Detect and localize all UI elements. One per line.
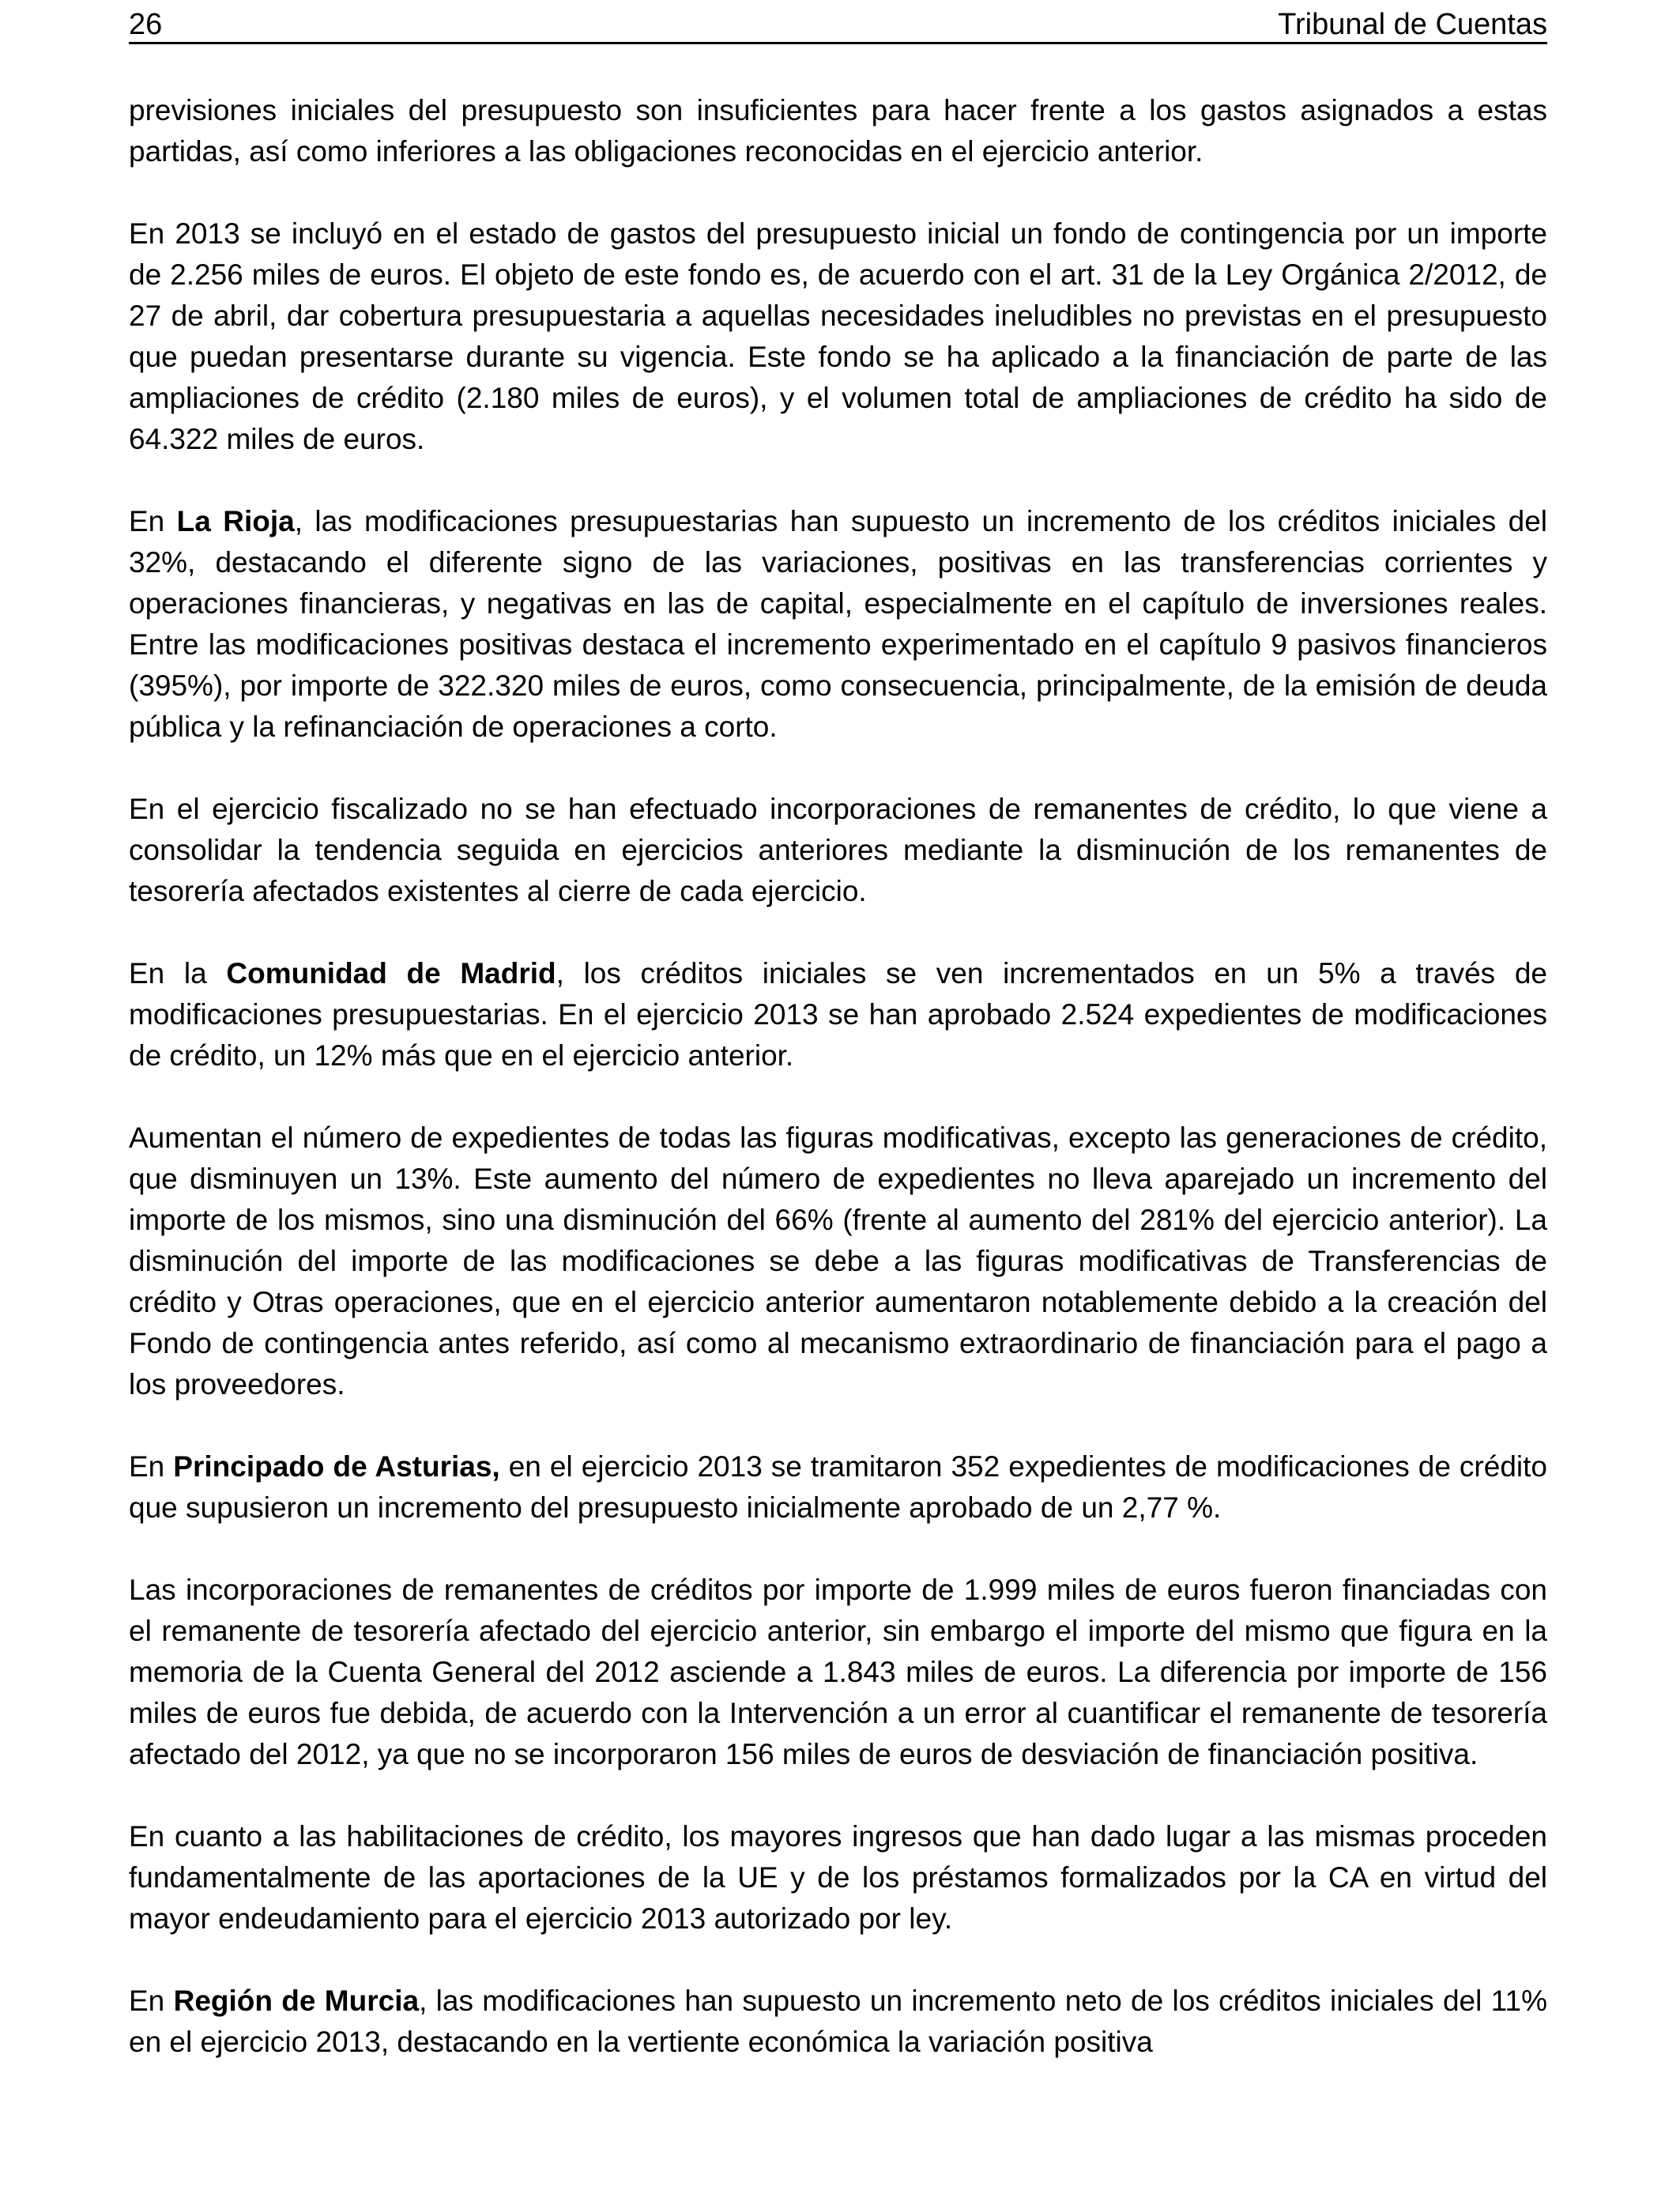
running-title: Tribunal de Cuentas <box>1278 8 1547 41</box>
paragraph: En el ejercicio fiscalizado no se han efectuado incorporaciones de remanentes de crédito, lo que viene a consolidar la tendencia seguida en ejercicios anteriores mediante la disminución de los remanentes de tesorería afectados existentes al cierre de cada ejercicio. <box>129 793 1547 907</box>
paragraph: previsiones iniciales del presupuesto son insuficientes para hacer frente a los gastos asignados a estas partidas, así como inferiores a las obligaciones reconocidas en el ejercicio anterior. <box>129 94 1547 168</box>
paragraph <box>129 953 1547 1076</box>
paragraph: Las incorporaciones de remanentes de créditos por importe de 1.999 miles de euros fueron financiadas con el remanente de tesorería afectado del ejercicio anterior, sin embargo el importe del mismo que figura en la memoria de la Cuenta General del 2012 asciende a 1.843 miles de euros. La diferencia por importe de 156 miles de euros fue debida, de acuerdo con la Intervención a un error al cuantificar el remanente de tesorería afectado del 2012, ya que no se incorporaron 156 miles de euros de desviación de financiación positiva. <box>129 1574 1547 1770</box>
region-name: Región de Murcia <box>173 1985 420 2017</box>
paragraph <box>129 501 1547 748</box>
paragraph-lead: En <box>129 1985 174 2017</box>
paragraph-body: en el ejercicio 2013 se tramitaron 352 expedientes de modificaciones de crédito que supusieron un incremento del presupuesto inicialmente aprobado de un 2,77 %. <box>129 1450 1547 1524</box>
page-header <box>129 5 1547 44</box>
region-name: La Rioja <box>176 505 295 537</box>
paragraph-body: , las modificaciones presupuestarias han supuesto un incremento de los créditos iniciales del 32%, destacando el diferente signo de las variaciones, positivas en las transferencias corrientes y operaciones financieras, y negativas en las de capital, especialmente en el capítulo de inversiones reales. Entre las modificaciones positivas destaca el incremento experimentado en el capítulo 9 pasivos financieros (395%), por importe de 322.320 miles de euros, como consecuencia, principalmente, de la emisión de deuda pública y la refinanciación de operaciones a corto. <box>129 505 1547 743</box>
document-body <box>129 90 1547 2063</box>
page-number: 26 <box>129 8 163 41</box>
paragraph-lead: En la <box>129 957 227 990</box>
paragraph: En cuanto a las habilitaciones de crédito, los mayores ingresos que han dado lugar a las mismas proceden fundamentalmente de las aportaciones de la UE y de los préstamos formalizados por la CA en virtud del mayor endeudamiento para el ejercicio 2013 autorizado por ley. <box>129 1820 1547 1935</box>
paragraph-body: , los créditos iniciales se ven incrementados en un 5% a través de modificaciones presupuestarias. En el ejercicio 2013 se han aprobado 2.524 expedientes de modificaciones de crédito, un 12% más que en el ejercicio anterior. <box>129 957 1547 1072</box>
paragraph: En 2013 se incluyó en el estado de gastos del presupuesto inicial un fondo de contingencia por un importe de 2.256 miles de euros. El objeto de este fondo es, de acuerdo con el art. 31 de la Ley Orgánica 2/2012, de 27 de abril, dar cobertura presupuestaria a aquellas necesidades ineludibles no previstas en el presupuesto que puedan presentarse durante su vigencia. Este fondo se ha aplicado a la financiación de parte de las ampliaciones de crédito (2.180 miles de euros), y el volumen total de ampliaciones de crédito ha sido de 64.322 miles de euros. <box>129 217 1547 455</box>
paragraph <box>129 1981 1547 2063</box>
paragraph-lead: En <box>129 505 177 537</box>
paragraph-body: , las modificaciones han supuesto un incremento neto de los créditos iniciales del 11% en el ejercicio 2013, destacando en la vertiente económica la variación positiva <box>129 1985 1547 2058</box>
region-name: Comunidad de Madrid <box>226 957 556 990</box>
paragraph <box>129 1446 1547 1529</box>
paragraph-lead: En <box>129 1450 174 1483</box>
paragraph: Aumentan el número de expedientes de todas las figuras modificativas, excepto las generaciones de crédito, que disminuyen un 13%. Este aumento del número de expedientes no lleva aparejado un incremento del importe de los mismos, sino una disminución del 66% (frente al aumento del 281% del ejercicio anterior). La disminución del importe de las modificaciones se debe a las figuras modificativas de Transferencias de crédito y Otras operaciones, que en el ejercicio anterior aumentaron notablemente debido a la creación del Fondo de contingencia antes referido, así como al mecanismo extraordinario de financiación para el pago a los proveedores. <box>129 1122 1547 1400</box>
region-name: Principado de Asturias, <box>173 1450 500 1483</box>
